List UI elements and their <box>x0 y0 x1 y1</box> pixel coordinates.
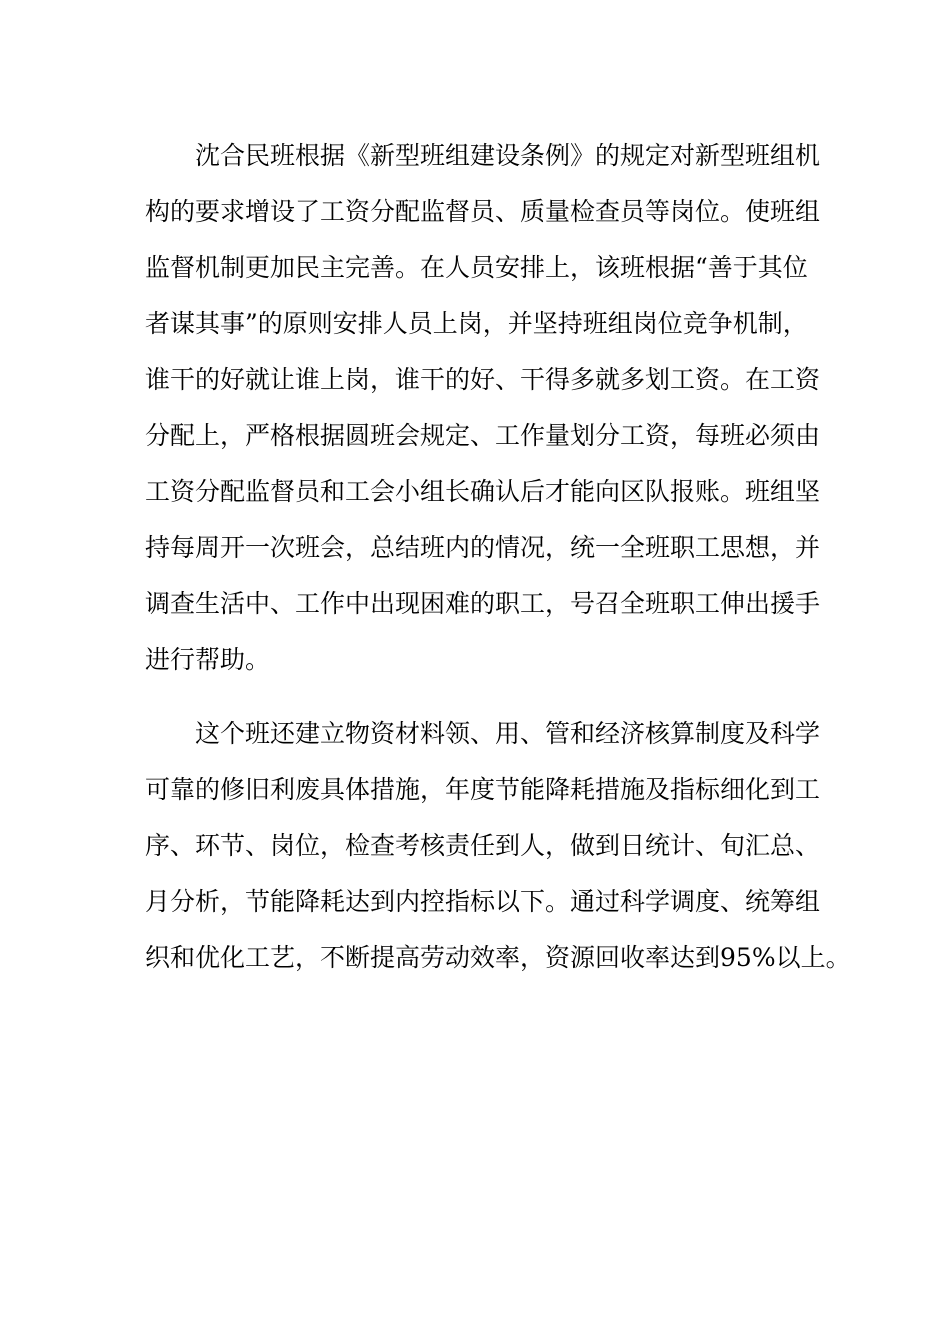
text-line: 构的要求增设了工资分配监督员、质量检查员等岗位。使班组 <box>145 197 821 226</box>
paragraph-1 <box>145 128 821 688</box>
text-line: 织和优化工艺，不断提高劳动效率，资源回收率达到95%以上。 <box>145 943 851 972</box>
text-line: 序、环节、岗位，检查考核责任到人，做到日统计、旬汇总、 <box>145 831 821 860</box>
text-line: 谁干的好就让谁上岗，谁干的好、干得多就多划工资。在工资 <box>145 365 821 394</box>
text-line: 沈合民班根据《新型班组建设条例》的规定对新型班组机 <box>195 141 821 170</box>
text-line: 进行帮助。 <box>145 645 271 674</box>
text-line: 持每周开一次班会，总结班内的情况，统一全班职工思想，并 <box>145 533 821 562</box>
text-line: 者谋其事”的原则安排人员上岗，并坚持班组岗位竞争机制， <box>145 309 808 338</box>
paragraph-2 <box>145 706 851 986</box>
text-line: 工资分配监督员和工会小组长确认后才能向区队报账。班组坚 <box>145 477 821 506</box>
text-line: 这个班还建立物资材料领、用、管和经济核算制度及科学 <box>195 719 821 748</box>
text-line: 月分析，节能降耗达到内控指标以下。通过科学调度、统筹组 <box>145 887 821 916</box>
text-line: 监督机制更加民主完善。在人员安排上，该班根据“善于其位 <box>145 253 808 282</box>
text-line: 调查生活中、工作中出现困难的职工，号召全班职工伸出援手 <box>145 589 821 618</box>
text-line: 可靠的修旧利废具体措施，年度节能降耗措施及指标细化到工 <box>145 775 821 804</box>
text-line: 分配上，严格根据圆班会规定、工作量划分工资，每班必须由 <box>145 421 821 450</box>
document-body <box>145 128 851 986</box>
